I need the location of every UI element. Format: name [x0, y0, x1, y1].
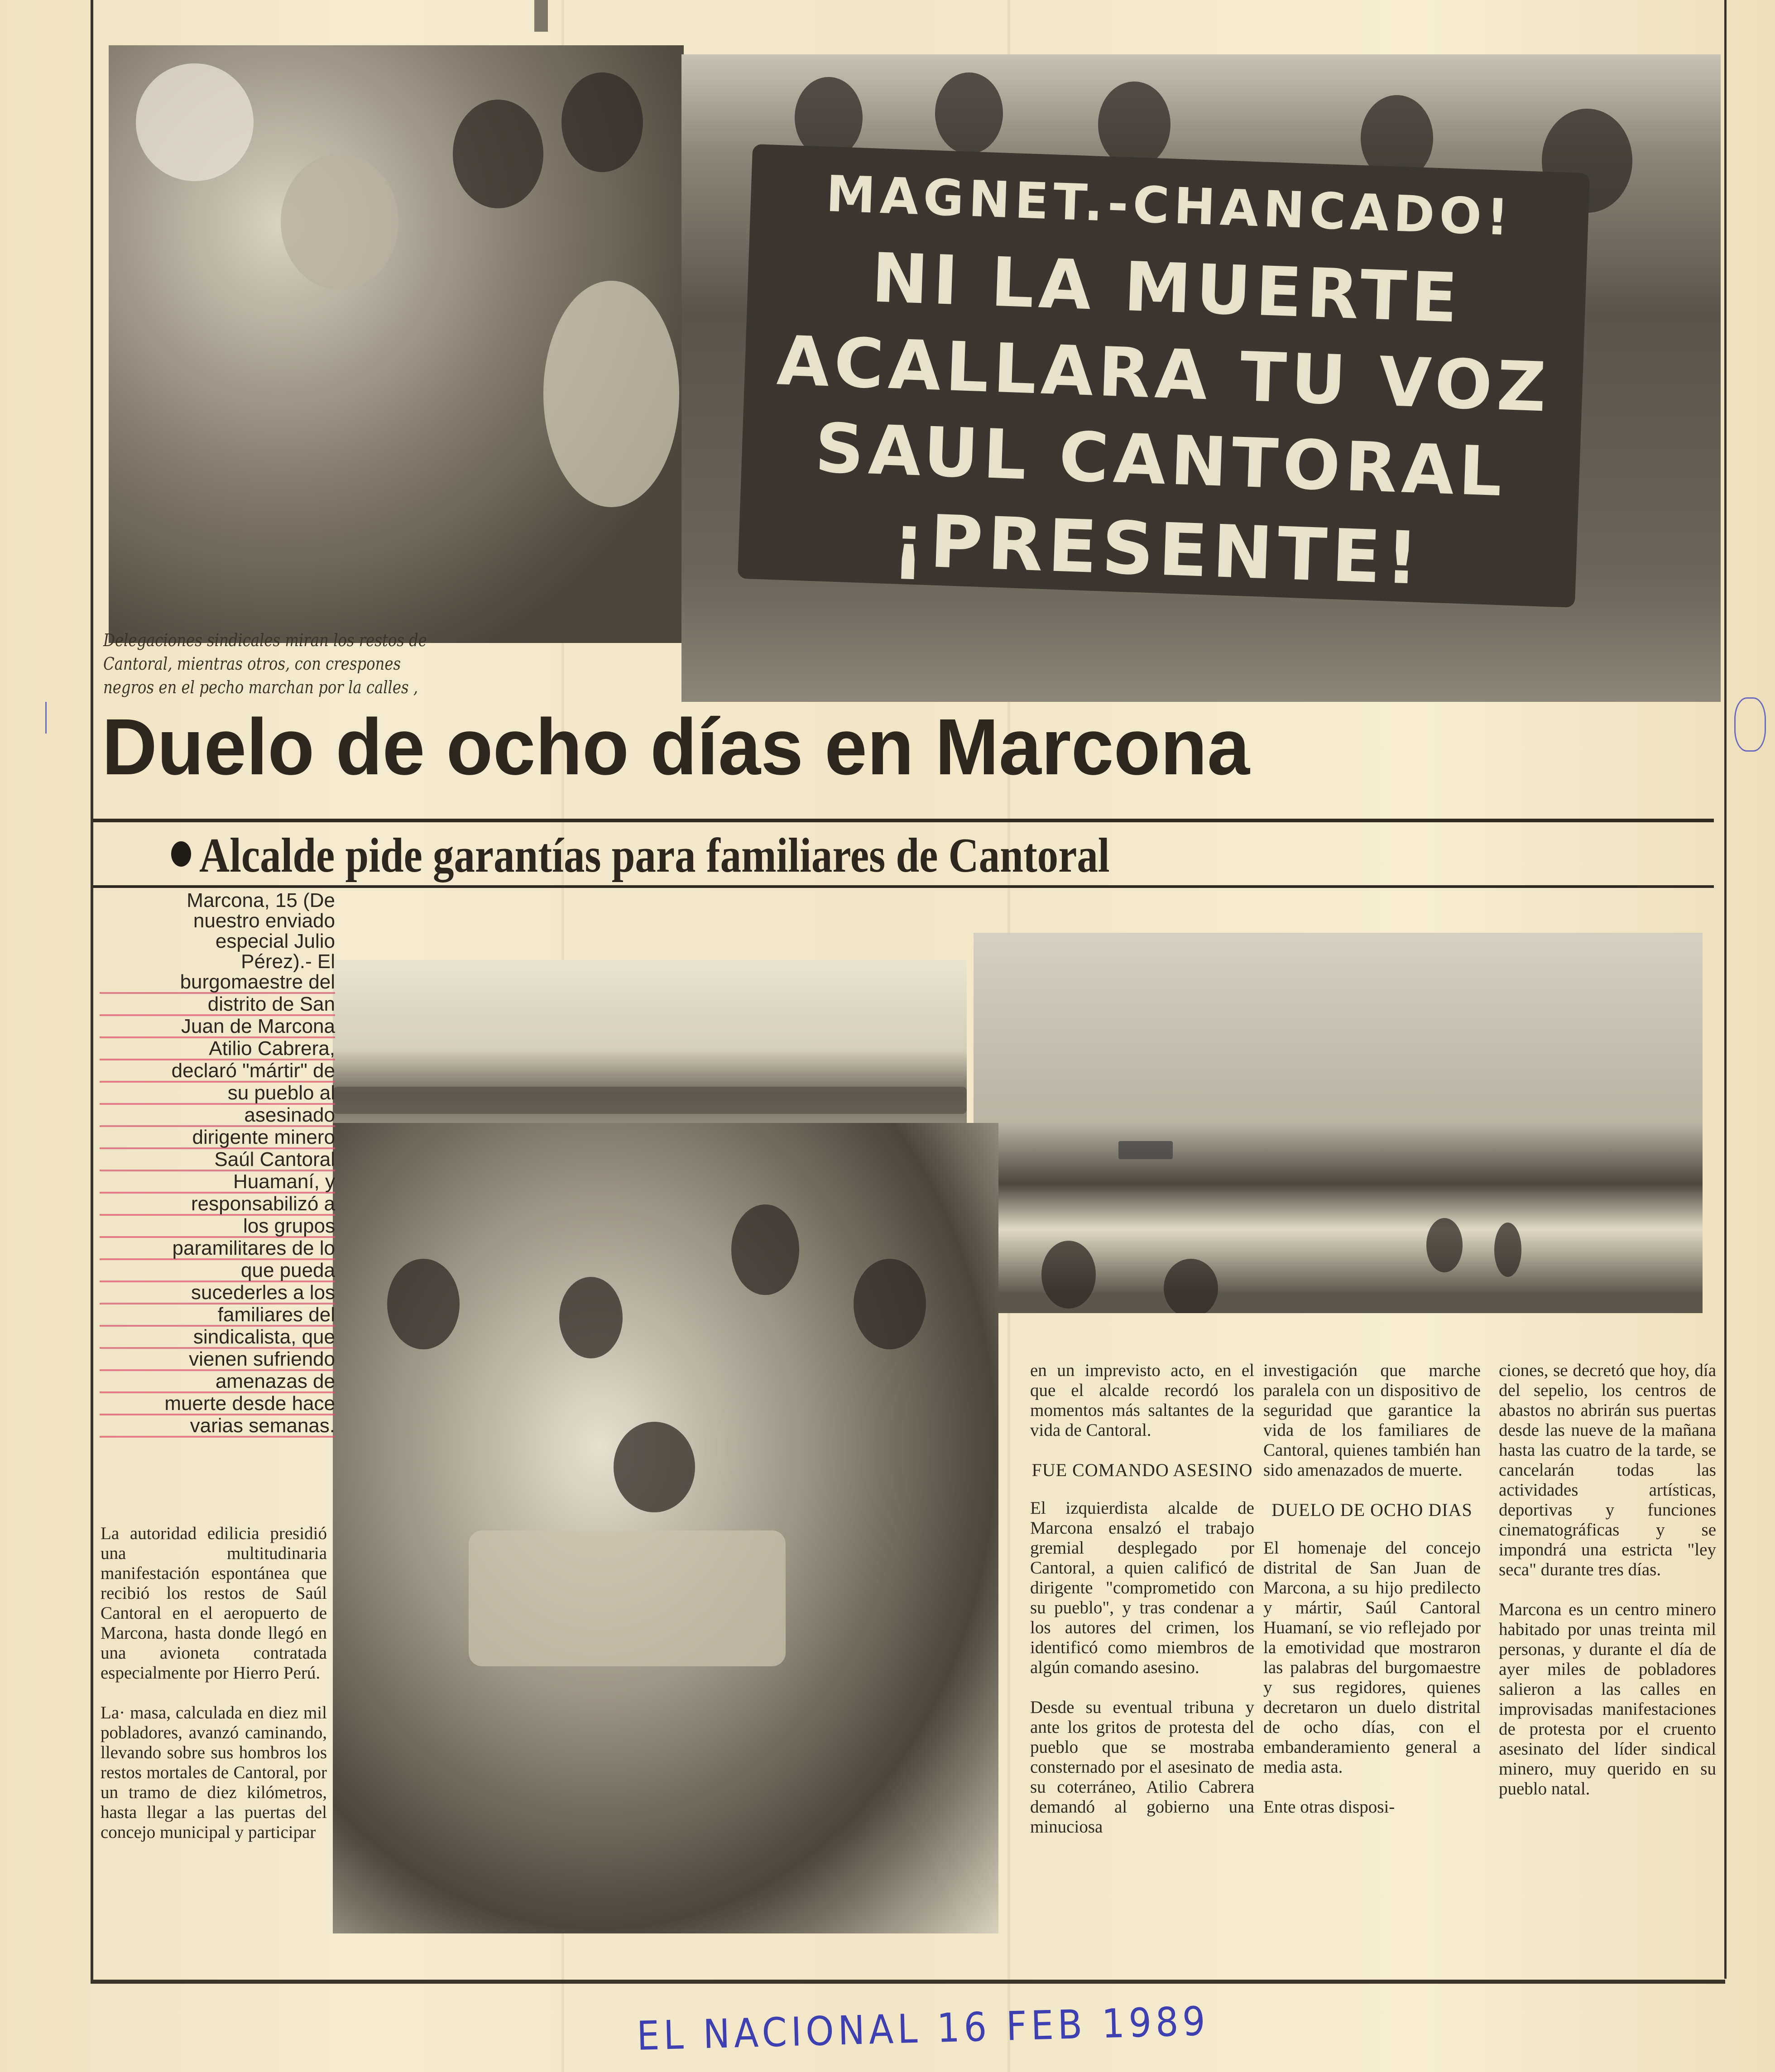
lead-line-underlined: Atilio Cabrera,: [100, 1038, 335, 1060]
article-paragraph: El homenaje del concejo distrital de San Juan de Marcona, a su hijo predilecto y mártir, Saúl Cantoral Huamaní, se vio reflejado por la emotividad que mostraron las palabras del burgomaestre y sus regidores, quienes decretaron un duelo distrital de ocho días, con el embanderamiento general a media asta.: [1263, 1538, 1481, 1777]
lead-line-underlined: declaró "mártir" de: [100, 1060, 335, 1083]
lead-line-underlined: asesinado: [100, 1105, 335, 1127]
photo-protest-banner: [681, 54, 1721, 702]
article-paragraph: Desde su eventual tribuna y ante los gritos de protesta del pueblo que se mostraba consternado por el asesinato de su coterráneo, Atilio Cabrera demandó al gobierno una minuciosa: [1030, 1698, 1254, 1837]
lead-line-underlined: varias semanas.: [100, 1415, 335, 1438]
banner-line: ¡PRESENTE!: [891, 498, 1425, 601]
lead-line-underlined: que pueda: [100, 1260, 335, 1282]
article-paragraph: en un imprevisto acto, en el que el alcalde recordó los momentos más saltantes de la vida de Cantoral.: [1030, 1361, 1254, 1440]
article-paragraph: La autoridad edilicia presidió una multitudinaria manifestación espontánea que recibió los restos de Saúl Cantoral en el aeropuerto de Marcona, hasta donde llegó en una avioneta contratada especialmente por Hierro Perú.: [101, 1524, 327, 1683]
article-paragraph: Marcona es un centro minero habitado por unas treinta mil personas, y durante el día de ayer miles de pobladores salieron a las calles en improvisadas manifestaciones de protesta por el cruento asesinato del líder sindical minero, muy querido en su pueblo natal.: [1499, 1600, 1716, 1799]
lead-line-underlined: Huamaní, y: [100, 1171, 335, 1194]
pen-mark: [45, 702, 72, 734]
lead-line: Pérez).- El: [241, 950, 335, 973]
protest-banner: [738, 144, 1590, 608]
lead-line: especial Julio: [215, 930, 335, 952]
photo-delegations-viewing-remains: [109, 45, 684, 643]
headline-rule: [93, 819, 1714, 822]
lead-line-underlined: familiares del: [100, 1305, 335, 1327]
article-border-right: [1724, 0, 1727, 1979]
headline: Duelo de ocho días en Marcona: [102, 703, 1250, 791]
section-heading: FUE COMANDO ASESINO: [1031, 1460, 1253, 1480]
section-heading: DUELO DE OCHO DIAS: [1271, 1500, 1473, 1520]
photo-caption: Delegaciones sindicales miran los restos de Cantoral, mientras otros, con crespones negros en el pecho marchan por la calles ,: [103, 630, 427, 697]
lead-line-underlined: Saúl Cantoral: [100, 1149, 335, 1171]
article-paragraph: El izquierdista alcalde de Marcona ensalzó el trabajo gremial desplegado por Cantoral, a quien calificó de dirigente "comprometido con su pueblo", y tras condenar a los autores del crimen, los identificó como miembros de algún comando asesino.: [1030, 1498, 1254, 1677]
article-paragraph: La· masa, calculada en diez mil pobladores, avanzó caminando, llevando sobre sus hombros los restos mortales de Cantoral, por un tramo de diez kilómetros, hasta llegar a las puertas del concejo municipal y participar: [101, 1703, 327, 1842]
article-paragraph: investigación que marche paralela con un dispositivo de seguridad que garantice la vida de los familiares de Cantoral, quienes también han sido amenazados de muerte.: [1263, 1361, 1481, 1480]
article-column-4: [1499, 1361, 1716, 1819]
article-column-3: [1263, 1361, 1481, 1837]
banner-line: MAGNET.-CHANCADO!: [825, 164, 1515, 247]
subheadline: Alcalde pide garantías para familiares de Cantoral: [199, 829, 1110, 883]
lead-line: nuestro enviado: [193, 910, 335, 932]
lead-line-underlined: muerte desde hace: [100, 1393, 335, 1415]
photo-mourners-coffin: [333, 1123, 998, 1933]
lead-line-underlined: su pueblo al: [100, 1083, 335, 1105]
lead-line-underlined: responsabilizó a: [100, 1194, 335, 1216]
lead-line-underlined: sindicalista, que: [100, 1327, 335, 1349]
banner-line: ACALLARA TU VOZ: [775, 321, 1552, 427]
lead-line-underlined: paramilitares de lo: [100, 1238, 335, 1260]
article-column-2: [1030, 1361, 1254, 1857]
lead-line-underlined: Juan de Marcona: [100, 1016, 335, 1038]
pen-mark: [1734, 697, 1766, 752]
handwritten-source-date: EL NACIONAL 16 FEB 1989: [636, 1997, 1210, 2059]
lead-line-underlined: burgomaestre del: [100, 972, 335, 994]
lead-line-underlined: los grupos: [100, 1216, 335, 1238]
lead-line-underlined: dirigente minero: [100, 1127, 335, 1149]
article-border-bottom: [91, 1980, 1725, 1984]
lead-paragraph: [100, 890, 335, 1438]
banner-line: SAUL CANTORAL: [813, 409, 1508, 512]
bullet-icon: [171, 841, 191, 867]
lead-line-underlined: sucederles a los: [100, 1282, 335, 1305]
article-paragraph: Ente otras disposi-: [1263, 1797, 1395, 1817]
lead-line-underlined: vienen sufriendo: [100, 1349, 335, 1371]
article-column-1: [101, 1524, 327, 1862]
lead-line-underlined: amenazas de: [100, 1371, 335, 1393]
clipping-edge-mark: [534, 0, 548, 32]
photo-crowd-open-ground: [974, 933, 1703, 1313]
article-border-left: [91, 0, 93, 1983]
banner-line: NI LA MUERTE: [870, 239, 1463, 338]
article-paragraph: ciones, se decretó que hoy, día del sepelio, los centros de abastos no abrirán sus puertas desde las nueve de la mañana hasta las cuatro de la tarde, se cancelarán todas las actividades artísticas, deportivas y funciones cinematográficas y se impondrá una estricta "ley seca" durante tres días.: [1499, 1361, 1716, 1579]
lead-line: Marcona, 15 (De: [187, 889, 335, 911]
subheadline-rule: [93, 885, 1714, 888]
lead-line-underlined: distrito de San: [100, 994, 335, 1016]
